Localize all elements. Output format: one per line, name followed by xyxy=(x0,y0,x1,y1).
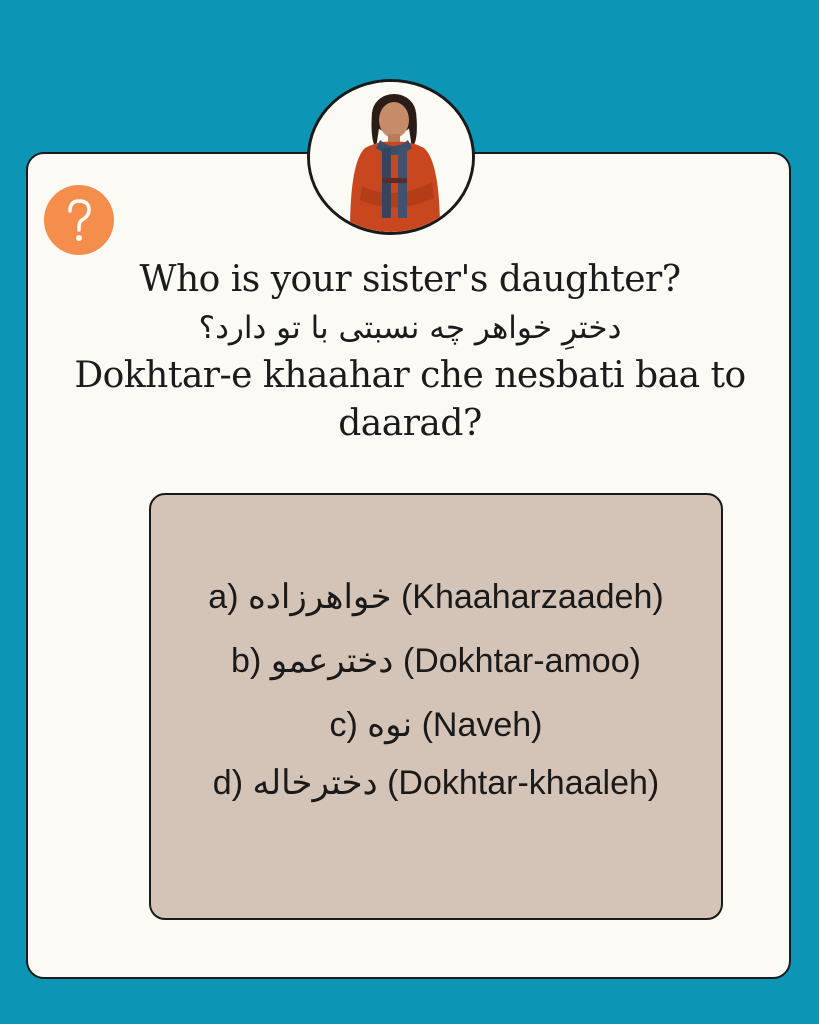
question-transliteration-line2: daarad? xyxy=(338,403,482,444)
question-persian: دخترِ خواهر چه نسبتی با تو دارد؟ xyxy=(198,310,622,346)
option-b[interactable]: b) دخترعمو (Dokhtar-amoo) xyxy=(231,642,641,680)
question-english: Who is your sister's daughter? xyxy=(139,259,681,300)
question-transliteration-line1: Dokhtar-e khaahar che nesbati baa to xyxy=(74,355,746,396)
answers-box xyxy=(149,493,723,920)
question-mark-icon xyxy=(44,185,114,255)
option-a[interactable]: a) خواهرزاده (Khaaharzaadeh) xyxy=(208,578,664,616)
presenter-avatar xyxy=(307,79,475,235)
option-c[interactable]: c) نوه (Naveh) xyxy=(329,706,543,744)
question-text xyxy=(60,256,760,448)
option-d[interactable]: d) دخترخاله (Dokhtar-khaaleh) xyxy=(212,764,660,802)
